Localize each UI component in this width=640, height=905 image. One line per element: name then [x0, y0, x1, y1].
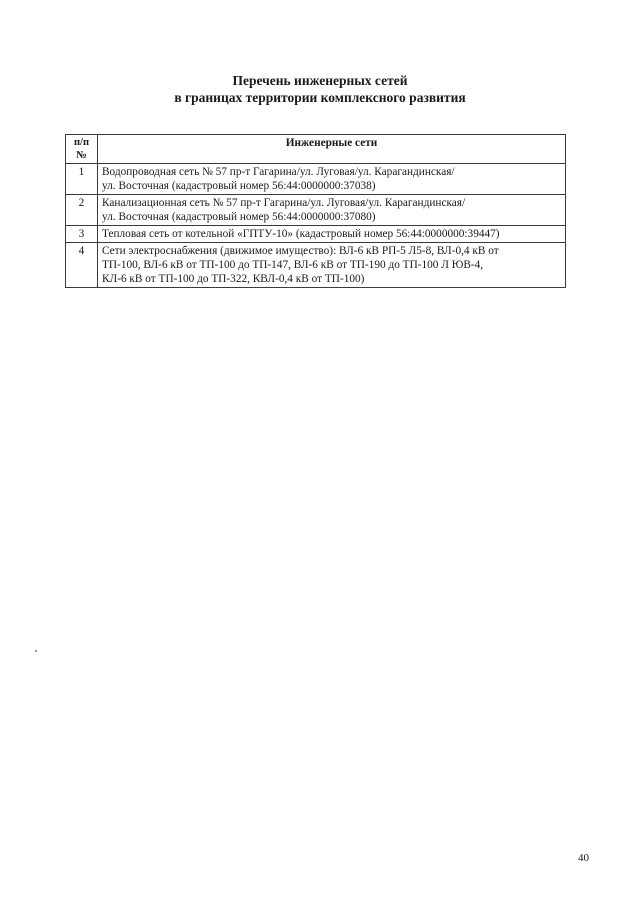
row-number: 1 — [66, 164, 98, 195]
row-number: 3 — [66, 226, 98, 243]
table-row — [66, 226, 566, 243]
page-number: 40 — [578, 852, 589, 864]
row-text-line: КЛ-6 кВ от ТП-100 до ТП-322, КВЛ-0,4 кВ от ТП-100) — [102, 273, 365, 285]
document-title — [0, 72, 640, 106]
scan-speck — [35, 650, 37, 652]
engineering-networks-table — [65, 134, 566, 288]
row-text-line: Водопроводная сеть № 57 пр-т Гагарина/ул. Луговая/ул. Карагандинская/ — [102, 166, 455, 178]
table-row — [66, 243, 566, 288]
title-line-1: Перечень инженерных сетей — [232, 73, 408, 88]
header-num-line-1: п/п — [73, 137, 90, 148]
header-row-number — [66, 135, 98, 164]
title-line-2: в границах территории комплексного развития — [174, 90, 466, 105]
row-number: 2 — [66, 195, 98, 226]
row-description — [98, 164, 566, 195]
header-num-line-2: № — [76, 150, 87, 161]
row-text-line: Канализационная сеть № 57 пр-т Гагарина/ул. Луговая/ул. Карагандинская/ — [102, 197, 466, 209]
table-header-row — [66, 135, 566, 164]
row-text-line: Тепловая сеть от котельной «ГПТУ-10» (кадастровый номер 56:44:0000000:39447) — [102, 228, 500, 240]
row-text-line: ул. Восточная (кадастровый номер 56:44:0000000:37038) — [102, 180, 376, 192]
row-description — [98, 243, 566, 288]
row-description — [98, 226, 566, 243]
table-row — [66, 164, 566, 195]
row-description — [98, 195, 566, 226]
row-text-line: ТП-100, ВЛ-6 кВ от ТП-100 до ТП-147, ВЛ-6 кВ от ТП-190 до ТП-100 Л ЮВ-4, — [102, 259, 484, 271]
header-network-name: Инженерные сети — [98, 135, 566, 164]
row-text-line: ул. Восточная (кадастровый номер 56:44:0000000:37080) — [102, 211, 376, 223]
table-row — [66, 195, 566, 226]
row-text-line: Сети электроснабжения (движимое имущество): ВЛ-6 кВ РП-5 Л5-8, ВЛ-0,4 кВ от — [102, 245, 499, 257]
row-number: 4 — [66, 243, 98, 288]
